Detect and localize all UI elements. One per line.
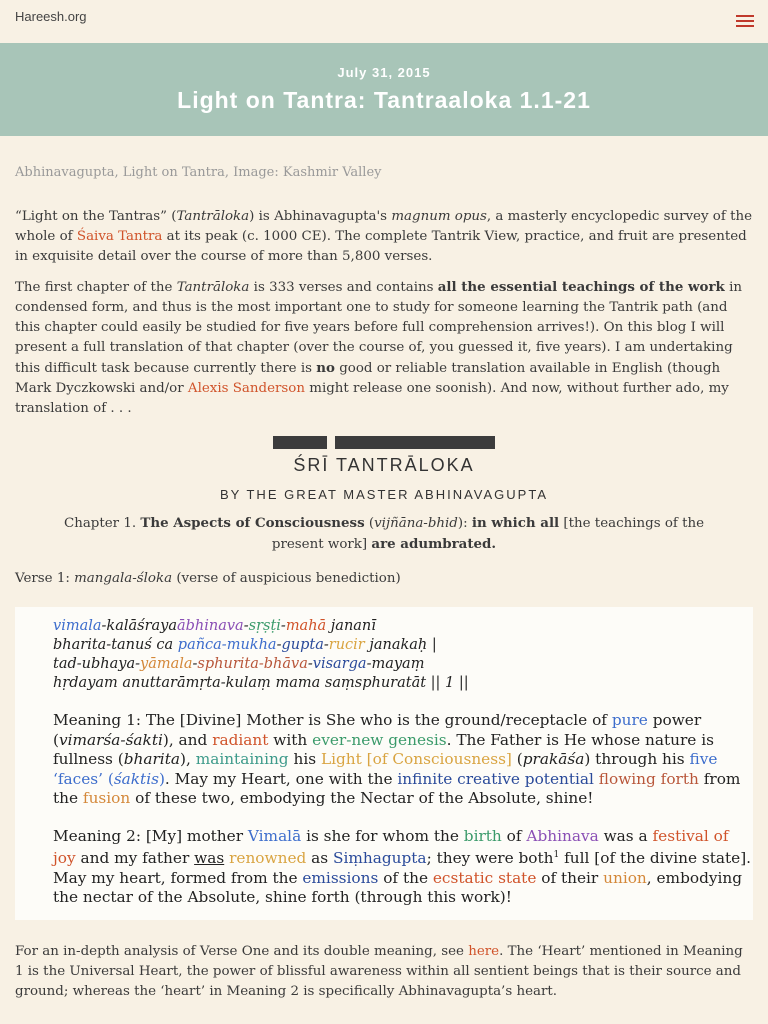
text: ), <box>179 750 196 768</box>
text: For an in-depth analysis of Verse One and its double meaning, see <box>15 943 469 959</box>
text: no <box>316 360 335 376</box>
text: good or reliable translation available in English (though Mark Dyczkowski and/or <box>15 361 721 396</box>
text: from the <box>53 769 741 807</box>
text: mangala-śloka <box>74 571 173 586</box>
text: all the essential teachings of the work <box>437 279 725 295</box>
text: . The Father is He whose nature is fullness ( <box>53 730 714 768</box>
text: maintaining <box>195 750 289 768</box>
meaning-2 <box>53 827 753 908</box>
saiva-tantra-link[interactable]: Śaiva Tantra <box>76 229 163 244</box>
text: ) is Abhinavagupta's <box>249 209 392 224</box>
text: Tantrāloka <box>176 209 250 224</box>
text: was a <box>598 826 653 845</box>
text: - <box>276 637 282 653</box>
text: Siṃhagupta <box>333 849 427 868</box>
text: are adumbrated. <box>371 536 497 552</box>
text: Vimalā <box>247 826 302 845</box>
alexis-sanderson-link[interactable]: Alexis Sanderson <box>187 381 305 396</box>
text: “Light on the Tantras” ( <box>15 209 177 224</box>
text: birth <box>463 826 502 845</box>
text: radiant <box>212 730 269 749</box>
text: fusion <box>82 789 131 807</box>
text: with <box>268 730 313 749</box>
text: bharita-tanuś ca <box>53 637 178 653</box>
text: Abhinava <box>526 826 599 845</box>
text: Verse 1: <box>15 571 75 586</box>
text: ( <box>511 750 523 768</box>
text: of the <box>378 868 433 887</box>
text: five ‘faces’ ( <box>53 750 718 788</box>
text: union <box>603 868 647 887</box>
text: - <box>307 656 313 672</box>
text: Tantrāloka <box>176 280 250 295</box>
image-caption: Abhinavagupta, Light on Tantra, Image: Kashmir Valley <box>15 165 382 180</box>
text: full [of the divine state]. May my heart, formed from the <box>53 849 752 887</box>
text: . The ‘Heart’ mentioned in Meaning 1 is the Universal Heart, the power of blissful awareness within all sentient beings that is their source and ground; whereas the ‘heart’ in Meaning 2 is specifically Abhinavagupta’s heart. <box>15 943 743 999</box>
text: in which all <box>471 515 560 531</box>
text: is 333 verses and contains <box>249 280 438 295</box>
text: - <box>243 618 249 634</box>
text: emissions <box>302 868 379 887</box>
intro-paragraph-1 <box>15 207 753 267</box>
text: of <box>501 826 527 845</box>
text: The first chapter of the <box>15 280 177 295</box>
text: renowned <box>229 849 307 868</box>
work-title: ŚRĪ TANTRĀLOKA <box>293 455 475 475</box>
text: śaktis <box>113 769 159 788</box>
text: visarga <box>312 656 367 672</box>
post-date: July 31, 2015 <box>337 65 431 80</box>
intro-paragraph-2 <box>15 277 753 419</box>
text: ) through his <box>584 750 690 768</box>
text: (verse of auspicious benediction) <box>172 571 401 586</box>
analysis-link[interactable]: here <box>468 943 500 959</box>
work-byline: BY THE GREAT MASTER ABHINAVAGUPTA <box>220 487 548 502</box>
post-body <box>0 163 768 1002</box>
text: pañca-mukha <box>177 637 277 653</box>
text: Light [of Consciousness] <box>320 750 512 768</box>
devanagari-title-glyphs <box>15 435 753 451</box>
text: yāmala <box>140 656 193 672</box>
text: ) <box>158 769 165 788</box>
text: gupta <box>281 637 324 653</box>
text: , embodying the nectar of the Absolute, shine forth (through this work)! <box>53 868 743 907</box>
text: sṛṣṭi <box>248 618 281 634</box>
text: and my father <box>75 849 195 868</box>
text: at its peak (c. 1000 CE). The complete Tantrik View, practice, and fruit are presented in exquisite detail over the course of more than 5,800 verses. <box>15 229 747 264</box>
text: Meaning 2: [My] mother <box>53 826 248 845</box>
text: ( <box>364 516 375 531</box>
text: infinite creative potential <box>397 769 594 788</box>
text: -mayaṃ <box>366 656 425 672</box>
text: flowing forth <box>598 769 699 788</box>
text: of their <box>536 868 604 887</box>
text: rucir <box>328 637 365 653</box>
verse-line-2 <box>53 636 753 655</box>
text: was <box>194 849 225 868</box>
post-header <box>0 43 768 136</box>
sanskrit-verse <box>53 617 753 693</box>
text: his <box>288 750 321 768</box>
text: bharita <box>123 750 180 768</box>
text: janakaḥ | <box>364 637 437 653</box>
text: ): <box>457 516 472 531</box>
verse-line-3 <box>53 655 753 674</box>
text: vimarśa-śakti <box>58 730 163 749</box>
text: - <box>192 656 198 672</box>
post-title: Light on Tantra: Tantraaloka 1.1-21 <box>177 87 591 113</box>
text: The Aspects of Consciousness <box>140 515 365 531</box>
text: might release one soonish). And now, without further ado, my translation of . . . <box>15 381 729 416</box>
text: . May my Heart, one with the <box>164 769 398 788</box>
text: - <box>280 618 286 634</box>
text: ever-new genesis <box>312 730 447 749</box>
text: magnum opus <box>391 209 487 224</box>
verse-box <box>15 607 753 920</box>
verse-line-4: hṛdayam anuttarāmṛta-kulaṃ mama saṃsphuratāt || 1 || <box>53 675 469 691</box>
text: ābhinava <box>176 618 244 634</box>
verse-line-1 <box>53 617 753 636</box>
meaning-1 <box>53 711 753 809</box>
text: Chapter 1. <box>63 516 141 531</box>
menu-icon[interactable] <box>736 15 754 27</box>
text: [the teachings of the present work] <box>271 516 705 552</box>
text: in condensed form, and thus is the most important one to study for someone learning the Tantrik path (and this chapter could easily be studied for five years before full comprehension arrives!). On this blog I will present a full translation of that chapter (over the course of, you guessed it, five years). I am undertaking this difficult task because currently there is <box>15 280 742 376</box>
text: ecstatic state <box>432 868 537 887</box>
chapter-heading <box>15 513 753 555</box>
text: sphurita-bhāva <box>197 656 308 672</box>
text: pure <box>611 711 648 729</box>
text: - <box>323 637 329 653</box>
text: of these two, embodying the Nectar of the Absolute, shine! <box>130 789 594 807</box>
verse-label <box>15 569 753 589</box>
text: mahā <box>285 618 327 634</box>
text: , a masterly encyclopedic survey of the whole of <box>15 209 752 244</box>
text: prakāśa <box>522 750 585 768</box>
top-bar <box>0 0 768 43</box>
text: is she for whom the <box>301 826 464 845</box>
text: tad-ubhaya- <box>53 656 140 672</box>
text: Meaning 1: The [Divine] Mother is She who is the ground/receptacle of <box>53 711 612 729</box>
site-name-link[interactable]: Hareesh.org <box>15 9 87 24</box>
text: as <box>306 849 333 868</box>
footnote-marker[interactable]: 1 <box>553 850 560 860</box>
text: power ( <box>53 711 702 749</box>
analysis-paragraph <box>15 942 753 1002</box>
text: jananī <box>326 618 376 634</box>
text: -kalāśraya <box>101 618 177 634</box>
text: festival of joy <box>53 826 729 868</box>
text: ; they were both <box>426 849 554 868</box>
text: ), and <box>162 730 213 749</box>
text: vijñāna-bhid <box>374 516 458 531</box>
text: vimala <box>53 618 102 634</box>
